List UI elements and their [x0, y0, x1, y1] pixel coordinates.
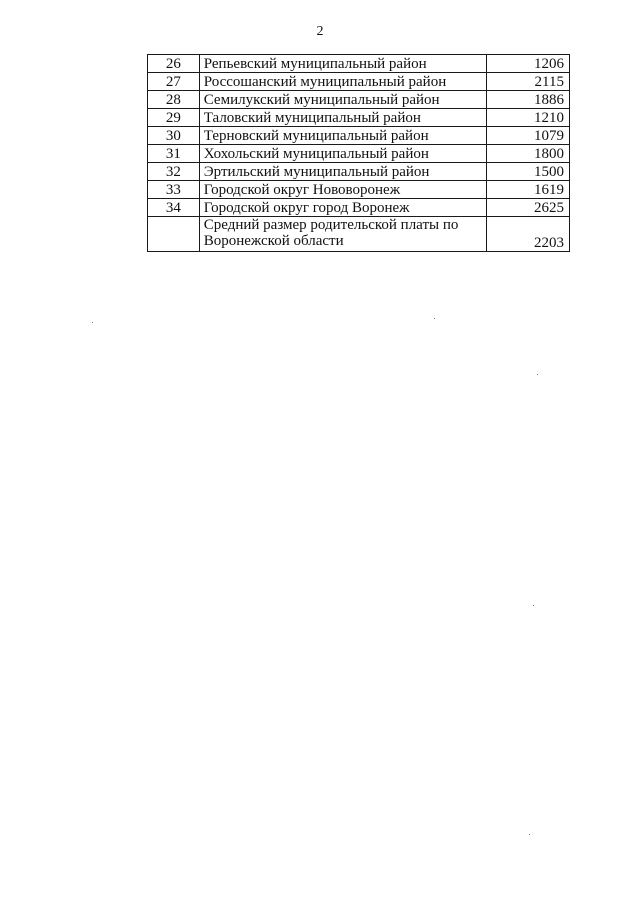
table-row: [148, 199, 570, 217]
fee-value: 1206: [486, 55, 569, 73]
row-number: 26: [148, 55, 200, 73]
district-name: Терновский муниципальный район: [199, 127, 486, 145]
row-number: 28: [148, 91, 200, 109]
fee-value: 2625: [486, 199, 569, 217]
table-body: [148, 55, 570, 217]
district-name: Таловский муниципальный район: [199, 109, 486, 127]
table-row: [148, 91, 570, 109]
district-name: Городской округ Нововоронеж: [199, 181, 486, 199]
summary-number-cell: [148, 217, 200, 252]
row-number: 27: [148, 73, 200, 91]
row-number: 30: [148, 127, 200, 145]
table-row: [148, 109, 570, 127]
district-name: Городской округ город Воронеж: [199, 199, 486, 217]
row-number: 32: [148, 163, 200, 181]
summary-row: [148, 217, 570, 252]
table-row: [148, 73, 570, 91]
fee-value: 1619: [486, 181, 569, 199]
row-number: 34: [148, 199, 200, 217]
scan-speck: [533, 605, 534, 606]
fee-value: 1500: [486, 163, 569, 181]
district-name: Россошанский муниципальный район: [199, 73, 486, 91]
summary-value: 2203: [486, 217, 569, 252]
fee-value: 2115: [486, 73, 569, 91]
row-number: 29: [148, 109, 200, 127]
district-name: Хохольский муниципальный район: [199, 145, 486, 163]
fee-value: 1886: [486, 91, 569, 109]
district-name: Репьевский муниципальный район: [199, 55, 486, 73]
table-row: [148, 163, 570, 181]
scan-speck: [529, 834, 530, 835]
table-row: [148, 127, 570, 145]
fee-value: 1800: [486, 145, 569, 163]
scan-speck: [92, 322, 93, 323]
table-row: [148, 181, 570, 199]
parent-fee-table: [147, 54, 570, 252]
table-row: [148, 55, 570, 73]
row-number: 31: [148, 145, 200, 163]
scan-speck: [434, 318, 435, 319]
scan-speck: [537, 374, 538, 375]
summary-label: Средний размер родительской платы по Воронежской области: [199, 217, 486, 252]
fee-value: 1079: [486, 127, 569, 145]
fee-value: 1210: [486, 109, 569, 127]
row-number: 33: [148, 181, 200, 199]
page-number: 2: [316, 24, 324, 39]
table-row: [148, 145, 570, 163]
district-name: Семилукский муниципальный район: [199, 91, 486, 109]
district-name: Эртильский муниципальный район: [199, 163, 486, 181]
